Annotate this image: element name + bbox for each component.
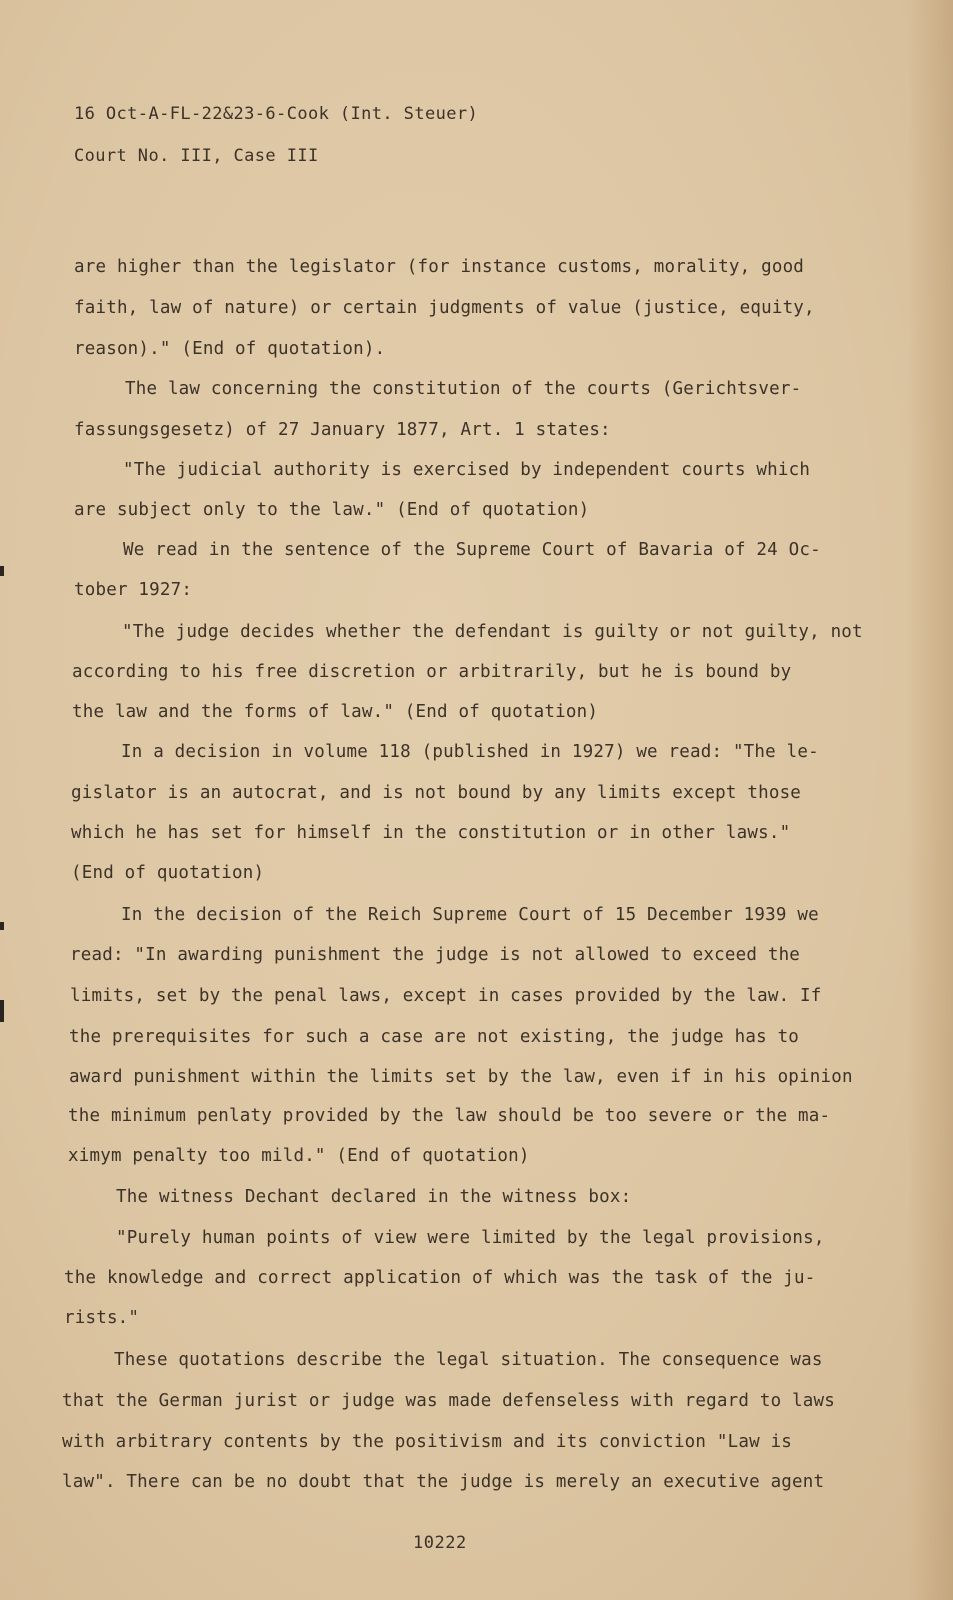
- court-case-line: Court No. III, Case III: [74, 146, 319, 166]
- margin-mark: [0, 566, 4, 576]
- text-line: fassungsgesetz) of 27 January 1877, Art. 1 states:: [74, 420, 611, 440]
- page-number: 10222: [413, 1533, 467, 1553]
- text-line: the prerequisites for such a case are not existing, the judge has to: [69, 1027, 800, 1047]
- text-line: In the decision of the Reich Supreme Court of 15 December 1939 we: [121, 905, 819, 925]
- text-line: the law and the forms of law." (End of quotation): [72, 702, 599, 722]
- text-line: limits, set by the penal laws, except in cases provided by the law. If: [70, 986, 822, 1006]
- text-line: according to his free discretion or arbitrarily, but he is bound by: [72, 662, 792, 682]
- text-line: read: "In awarding punishment the judge is not allowed to exceed the: [70, 945, 801, 965]
- text-line: "The judge decides whether the defendant is guilty or not guilty, not: [122, 622, 863, 642]
- margin-mark: [0, 922, 4, 930]
- text-line: award punishment within the limits set by the law, even if in his opinion: [69, 1067, 853, 1087]
- text-line: law". There can be no doubt that the judge is merely an executive agent: [62, 1472, 825, 1492]
- text-line: "The judicial authority is exercised by independent courts which: [123, 460, 811, 480]
- text-line: We read in the sentence of the Supreme Court of Bavaria of 24 Oc-: [123, 540, 821, 560]
- text-line: the minimum penlaty provided by the law should be too severe or the ma-: [68, 1106, 831, 1126]
- text-line: are higher than the legislator (for instance customs, morality, good: [74, 257, 805, 277]
- text-line: rists.": [64, 1308, 140, 1328]
- text-line: which he has set for himself in the constitution or in other laws.": [71, 823, 791, 843]
- text-line: the knowledge and correct application of which was the task of the ju-: [64, 1268, 816, 1288]
- text-line: with arbitrary contents by the positivism and its conviction "Law is: [62, 1432, 793, 1452]
- margin-mark: [0, 1000, 4, 1022]
- text-line: In a decision in volume 118 (published in 1927) we read: "The le-: [121, 742, 819, 762]
- text-line: gislator is an autocrat, and is not bound by any limits except those: [71, 783, 802, 803]
- text-line: (End of quotation): [71, 863, 265, 883]
- text-line: "Purely human points of view were limited by the legal provisions,: [116, 1228, 825, 1248]
- text-line: are subject only to the law." (End of quotation): [74, 500, 590, 520]
- text-line: tober 1927:: [74, 580, 193, 600]
- page-edge-shadow: [907, 0, 953, 1600]
- text-line: faith, law of nature) or certain judgments of value (justice, equity,: [74, 298, 815, 318]
- text-line: These quotations describe the legal situation. The consequence was: [114, 1350, 823, 1370]
- text-line: The witness Dechant declared in the witness box:: [116, 1187, 632, 1207]
- text-line: that the German jurist or judge was made defenseless with regard to laws: [62, 1391, 835, 1411]
- text-line: The law concerning the constitution of the courts (Gerichtsver-: [125, 379, 802, 399]
- text-line: ximym penalty too mild." (End of quotation): [68, 1146, 530, 1166]
- document-reference: 16 Oct-A-FL-22&23-6-Cook (Int. Steuer): [74, 104, 479, 124]
- text-line: reason)." (End of quotation).: [74, 339, 386, 359]
